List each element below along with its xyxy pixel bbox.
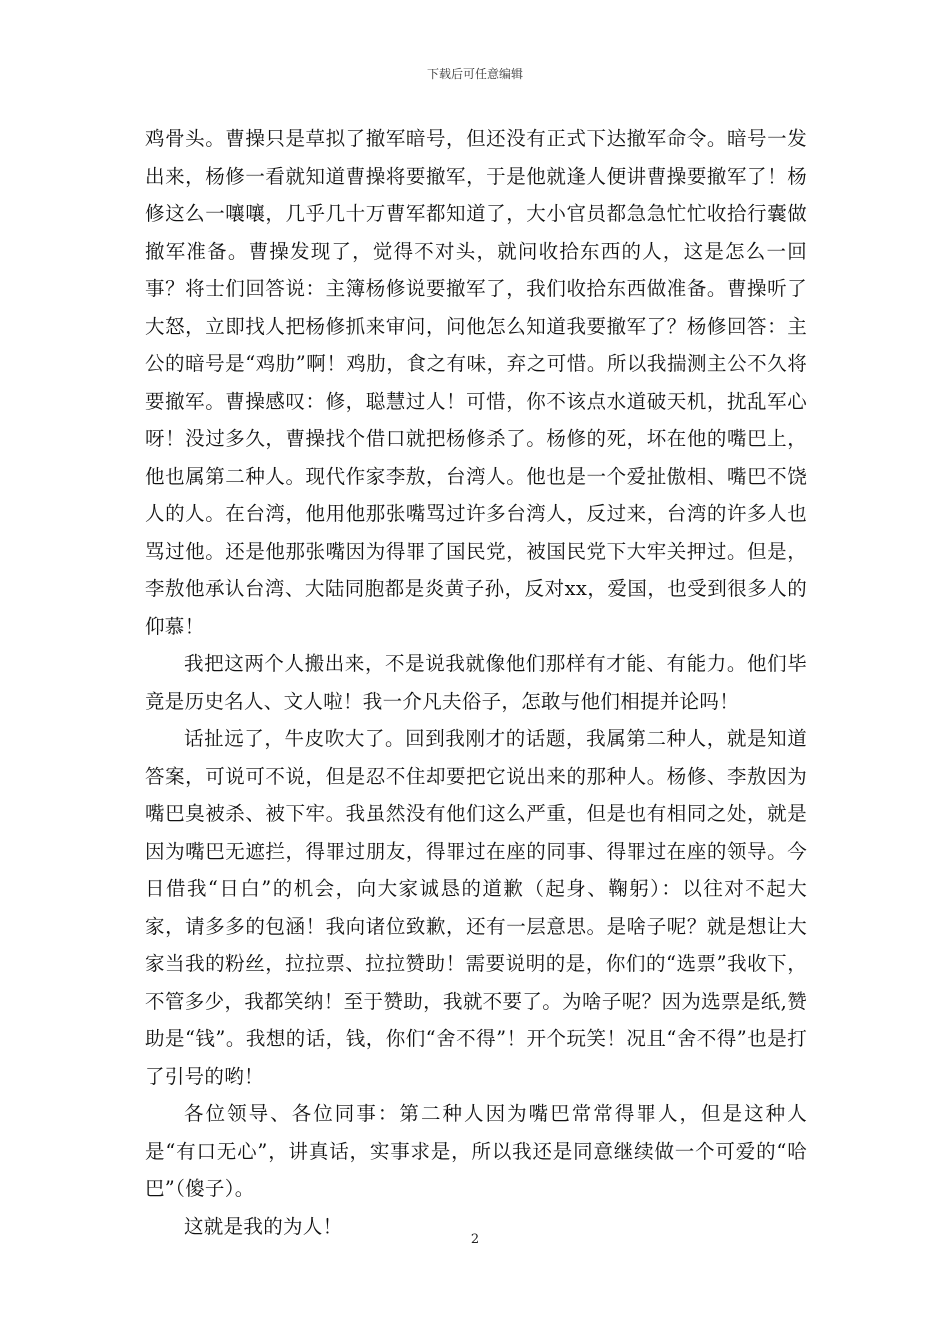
body-text <box>145 120 807 1245</box>
page-header: 下载后可任意编辑 <box>426 67 523 81</box>
page-number: 2 <box>470 1232 480 1247</box>
paragraph-3: 话扯远了，牛皮吹大了。回到我刚才的话题，我属第二种人，就是知道答案，可说可不说，但是忍不住却要把它说出来的那种人。杨修、李敖因为嘴巴臭被杀、被下牢。我虽然没有他们这么严重，但是也有相同之处，就是因为嘴巴无遮拦，得罪过朋友，得罪过在座的同事、得罪过在座的领导。今日借我“日白”的机会，向大家诚恳的道歉（起身、鞠躬）：以往对不起大家，请多多的包涵！我向诸位致歉，还有一层意思。是啥子呢？就是想让大家当我的粉丝，拉拉票、拉拉赞助！需要说明的是，你们的“选票”我收下，不管多少，我都笑纳！至于赞助，我就不要了。为啥子呢？因为选票是纸,赞助是“钱”。我想的话，钱，你们“舍不得”！开个玩笑！况且“舍不得”也是打了引号的哟！ <box>145 727 807 1088</box>
paragraph-4: 各位领导、各位同事：第二种人因为嘴巴常常得罪人，但是这种人是“有口无心”，讲真话，实事求是，所以我还是同意继续做一个可爱的“哈巴”（傻子）。 <box>145 1102 807 1200</box>
paragraph-5: 这就是我的为人！ <box>184 1214 343 1238</box>
paragraph-2: 我把这两个人搬出来，不是说我就像他们那样有才能、有能力。他们毕竟是历史名人、文人啦！我一介凡夫俗子，怎敢与他们相提并论吗！ <box>145 652 807 713</box>
paragraph-1: 鸡骨头。曹操只是草拟了撤军暗号，但还没有正式下达撤军命令。暗号一发出来，杨修一看就知道曹操将要撤军，于是他就逢人便讲曹操要撤军了！杨修这么一嚷嚷，几乎几十万曹军都知道了，大小官员都急急忙忙收拾行囊做撤军准备。曹操发现了，觉得不对头，就问收拾东西的人，这是怎么一回事？将士们回答说：主簿杨修说要撤军了，我们收拾东西做准备。曹操听了大怒，立即找人把杨修抓来审问，问他怎么知道我要撤军了？杨修回答：主公的暗号是“鸡肋”啊！鸡肋，食之有味，弃之可惜。所以我揣测主公不久将要撤军。曹操感叹：修，聪慧过人！可惜，你不该点水道破天机，扰乱军心呀！没过多久，曹操找个借口就把杨修杀了。杨修的死，坏在他的嘴巴上，他也属第二种人。现代作家李敖，台湾人。他也是一个爱扯傲相、嘴巴不饶人的人。在台湾，他用他那张嘴骂过许多台湾人，反过来，台湾的许多人也骂过他。还是他那张嘴因为得罪了国民党，被国民党下大牢关押过。但是，李敖他承认台湾、大陆同胞都是炎黄子孙，反对xx，爱国，也受到很多人的仰慕！ <box>145 127 807 638</box>
